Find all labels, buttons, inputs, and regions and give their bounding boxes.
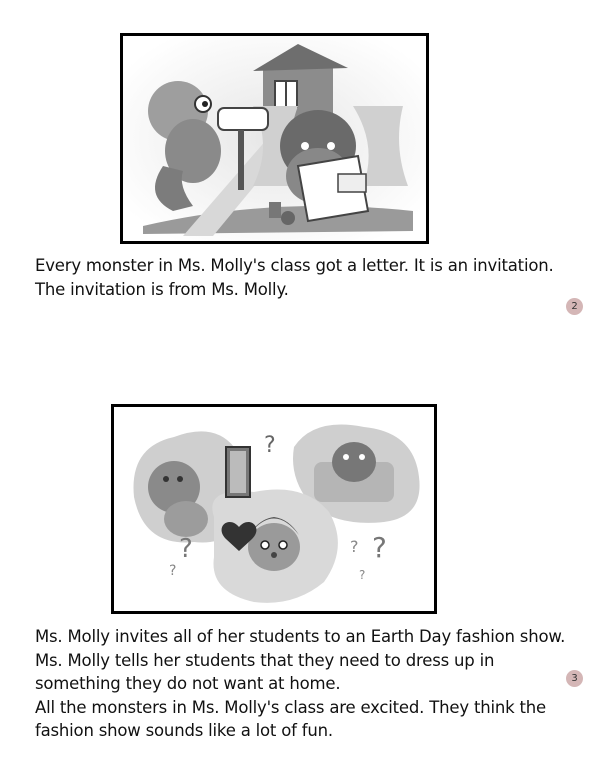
- story-text-page-3: [35, 625, 565, 743]
- story-line: Every monster in Ms. Molly's class got a letter. It is an invitation.: [35, 256, 554, 275]
- svg-text:?: ?: [372, 531, 387, 564]
- story-text-page-2: [35, 254, 554, 301]
- svg-text:?: ?: [359, 568, 366, 582]
- story-line: Ms. Molly tells her students that they need to dress up in: [35, 650, 495, 670]
- svg-text:?: ?: [169, 563, 177, 579]
- story-line: Ms. Molly invites all of her students to an Earth Day fashion show.: [35, 627, 566, 646]
- svg-text:?: ?: [264, 433, 276, 458]
- svg-text:?: ?: [179, 534, 193, 564]
- story-line: fashion show sounds like a lot of fun.: [35, 721, 333, 740]
- page-number-badge: 3: [566, 670, 583, 687]
- svg-text:?: ?: [350, 537, 359, 556]
- monster-mailbox-illustration: [120, 33, 429, 244]
- monsters-thinking-clothes-illustration: [111, 404, 437, 614]
- story-line: All the monsters in Ms. Molly's class are excited. They think the: [35, 697, 546, 717]
- story-line: something they do not want at home.: [35, 674, 341, 693]
- page-number-badge: 2: [566, 298, 583, 315]
- story-line: The invitation is from Ms. Molly.: [35, 279, 289, 299]
